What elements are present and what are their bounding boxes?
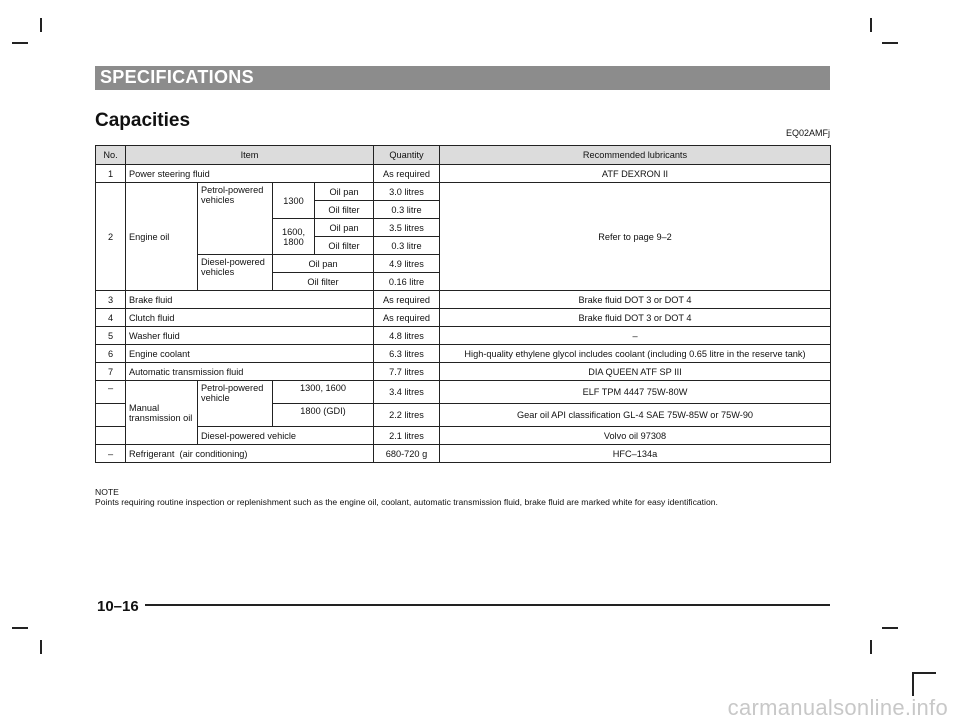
row-quantity: 3.0 litres <box>374 183 440 201</box>
note-label: NOTE <box>95 487 119 497</box>
oil-filter-label: Oil filter <box>273 273 374 291</box>
crop-mark <box>12 627 28 629</box>
row-no: 7 <box>96 363 126 381</box>
row-no: 1 <box>96 165 126 183</box>
engine-1800-gdi: 1800 (GDI) <box>273 404 374 427</box>
row-quantity: 4.9 litres <box>374 255 440 273</box>
row-no: 2 <box>96 183 126 291</box>
row-quantity: 4.8 litres <box>374 327 440 345</box>
engine-1300-1600: 1300, 1600 <box>273 381 374 404</box>
crop-mark <box>40 640 42 654</box>
capacities-table <box>95 145 831 463</box>
crop-mark <box>882 627 898 629</box>
table-row <box>96 309 831 327</box>
oil-filter-label: Oil filter <box>315 237 374 255</box>
row-quantity: 0.16 litre <box>374 273 440 291</box>
row-no: 5 <box>96 327 126 345</box>
row-quantity: 0.3 litre <box>374 237 440 255</box>
empty-cell <box>96 427 126 445</box>
row-lubricant: High-quality ethylene glycol includes coolant (including 0.65 litre in the reserve tank) <box>440 345 831 363</box>
empty-cell <box>96 404 126 427</box>
table-row <box>96 183 831 201</box>
row-quantity: As required <box>374 309 440 327</box>
row-quantity: As required <box>374 165 440 183</box>
table-row <box>96 445 831 463</box>
row-no: – <box>96 381 126 404</box>
row-no: 4 <box>96 309 126 327</box>
row-lubricant: Brake fluid DOT 3 or DOT 4 <box>440 309 831 327</box>
crop-mark <box>870 18 872 32</box>
row-no: 3 <box>96 291 126 309</box>
section-title: SPECIFICATIONS <box>100 67 254 87</box>
row-item: Brake fluid <box>126 291 374 309</box>
row-lubricant: HFC–134a <box>440 445 831 463</box>
row-lubricant: Refer to page 9–2 <box>440 183 831 291</box>
page-title: Capacities <box>95 110 191 131</box>
engine-1600-1800: 1600, 1800 <box>273 219 315 255</box>
header-lubricants: Recommended lubricants <box>440 146 831 165</box>
row-no: – <box>96 445 126 463</box>
table-row <box>96 327 831 345</box>
oil-pan-label: Oil pan <box>315 183 374 201</box>
crop-mark <box>882 42 898 44</box>
row-item: Automatic transmission fluid <box>126 363 374 381</box>
row-quantity: 2.2 litres <box>374 404 440 427</box>
row-quantity: 0.3 litre <box>374 201 440 219</box>
diesel-engine-label: Diesel-powered vehicles <box>198 255 273 291</box>
footer-rule <box>145 604 830 606</box>
table-row <box>96 363 831 381</box>
row-item: Washer fluid <box>126 327 374 345</box>
row-lubricant: Volvo oil 97308 <box>440 427 831 445</box>
reference-code: EQ02AMFj <box>785 128 830 138</box>
note-block <box>95 487 718 507</box>
row-quantity: 6.3 litres <box>374 345 440 363</box>
row-no: 6 <box>96 345 126 363</box>
engine-1300: 1300 <box>273 183 315 219</box>
table-row <box>96 381 831 404</box>
row-lubricant: DIA QUEEN ATF SP III <box>440 363 831 381</box>
oil-pan-label: Oil pan <box>273 255 374 273</box>
oil-filter-label: Oil filter <box>315 201 374 219</box>
watermark[interactable]: carmanualsonline.info <box>727 695 948 720</box>
crop-mark <box>40 18 42 32</box>
corner-mark <box>912 672 936 674</box>
page-number: 10–16 <box>97 598 139 615</box>
table-row <box>96 165 831 183</box>
row-lubricant: Gear oil API classification GL-4 SAE 75W-85W or 75W-90 <box>440 404 831 427</box>
row-quantity: 2.1 litres <box>374 427 440 445</box>
table-row <box>96 427 831 445</box>
header-item: Item <box>126 146 374 165</box>
row-quantity: 3.4 litres <box>374 381 440 404</box>
table-row <box>96 291 831 309</box>
table-header-row <box>96 146 831 165</box>
note-text: Points requiring routine inspection or replenishment such as the engine oil, coolant, automatic transmission fluid, brake fluid are marked white for easy identification. <box>95 497 718 507</box>
row-lubricant: ATF DEXRON II <box>440 165 831 183</box>
row-item: Power steering fluid <box>126 165 374 183</box>
row-item: Engine coolant <box>126 345 374 363</box>
row-item: Manual transmission oil <box>126 381 198 445</box>
petrol-vehicle-label: Petrol-powered vehicle <box>198 381 273 427</box>
corner-mark <box>912 672 914 696</box>
table-row <box>96 345 831 363</box>
header-quantity: Quantity <box>374 146 440 165</box>
row-quantity: 7.7 litres <box>374 363 440 381</box>
row-lubricant: – <box>440 327 831 345</box>
crop-mark <box>12 42 28 44</box>
row-item: Engine oil <box>126 183 198 291</box>
header-no: No. <box>96 146 126 165</box>
diesel-vehicle-label: Diesel-powered vehicle <box>198 427 374 445</box>
row-lubricant: ELF TPM 4447 75W-80W <box>440 381 831 404</box>
row-quantity: 680-720 g <box>374 445 440 463</box>
section-header <box>95 66 830 90</box>
row-quantity: As required <box>374 291 440 309</box>
row-quantity: 3.5 litres <box>374 219 440 237</box>
row-item: Clutch fluid <box>126 309 374 327</box>
row-lubricant: Brake fluid DOT 3 or DOT 4 <box>440 291 831 309</box>
petrol-engine-label: Petrol-powered vehicles <box>198 183 273 255</box>
crop-mark <box>870 640 872 654</box>
row-item: Refrigerant (air conditioning) <box>126 445 374 463</box>
oil-pan-label: Oil pan <box>315 219 374 237</box>
